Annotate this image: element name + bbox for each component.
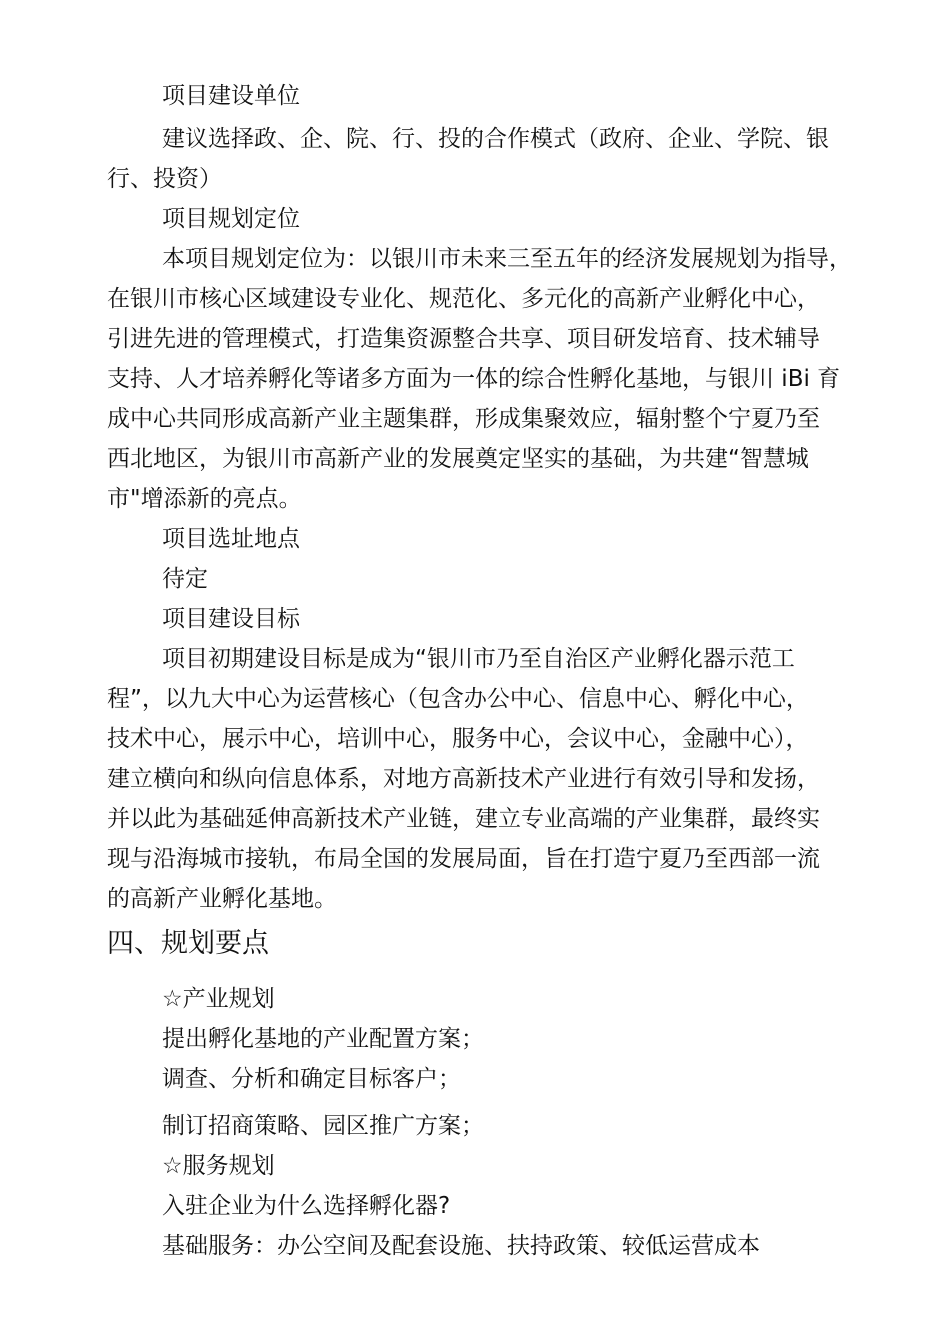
paragraph-line: 市"增添新的亮点。 xyxy=(107,486,302,512)
paragraph-line: 待定 xyxy=(162,566,208,592)
paragraph-line: 成中心共同形成高新产业主题集群，形成集聚效应，辐射整个宁夏乃至 xyxy=(107,406,820,432)
subheading-construction-unit: 项目建设单位 xyxy=(162,83,300,109)
paragraph-line: 建议选择政、企、院、行、投的合作模式（政府、企业、学院、银 xyxy=(162,126,829,152)
paragraph-line: 技术中心，展示中心，培训中心，服务中心，会议中心，金融中心）， xyxy=(107,726,809,752)
paragraph-line: 西北地区，为银川市高新产业的发展奠定坚实的基础，为共建“智慧城 xyxy=(107,446,809,472)
list-item: 调查、分析和确定目标客户； xyxy=(162,1066,461,1092)
list-item: 基础服务：办公空间及配套设施、扶持政策、较低运营成本 xyxy=(162,1233,760,1259)
subheading-planning-positioning: 项目规划定位 xyxy=(162,206,300,232)
subheading-construction-goal: 项目建设目标 xyxy=(162,606,300,632)
paragraph-line: 的高新产业孵化基地。 xyxy=(107,886,337,912)
paragraph-line: 项目初期建设目标是成为“银川市乃至自治区产业孵化器示范工 xyxy=(162,646,795,672)
paragraph-line: 本项目规划定位为：以银川市未来三至五年的经济发展规划为指导， xyxy=(162,246,852,272)
paragraph-line: 并以此为基础延伸高新技术产业链，建立专业高端的产业集群，最终实 xyxy=(107,806,820,832)
paragraph-line: 引进先进的管理模式，打造集资源整合共享、项目研发培育、技术辅导 xyxy=(107,326,820,352)
paragraph-line: 行、投资） xyxy=(107,166,222,192)
list-item: 制订招商策略、园区推广方案； xyxy=(162,1113,484,1139)
paragraph-line: 现与沿海城市接轨，布局全国的发展局面，旨在打造宁夏乃至西部一流 xyxy=(107,846,820,872)
subheading-site-location: 项目选址地点 xyxy=(162,526,300,552)
paragraph-line: 建立横向和纵向信息体系，对地方高新技术产业进行有效引导和发扬， xyxy=(107,766,820,792)
paragraph-line: 在银川市核心区域建设专业化、规范化、多元化的高新产业孵化中心， xyxy=(107,286,820,312)
bullet-heading-service: ☆服务规划 xyxy=(162,1153,275,1179)
list-item: 提出孵化基地的产业配置方案； xyxy=(162,1026,484,1052)
paragraph-line: 支持、人才培养孵化等诸多方面为一体的综合性孵化基地，与银川 iBi 育 xyxy=(107,366,841,392)
bullet-heading-industry: ☆产业规划 xyxy=(162,986,275,1012)
paragraph-line: 程”，以九大中心为运营核心（包含办公中心、信息中心、孵化中心， xyxy=(107,686,809,712)
section-heading: 四、规划要点 xyxy=(107,928,269,959)
list-item: 入驻企业为什么选择孵化器? xyxy=(162,1193,451,1219)
